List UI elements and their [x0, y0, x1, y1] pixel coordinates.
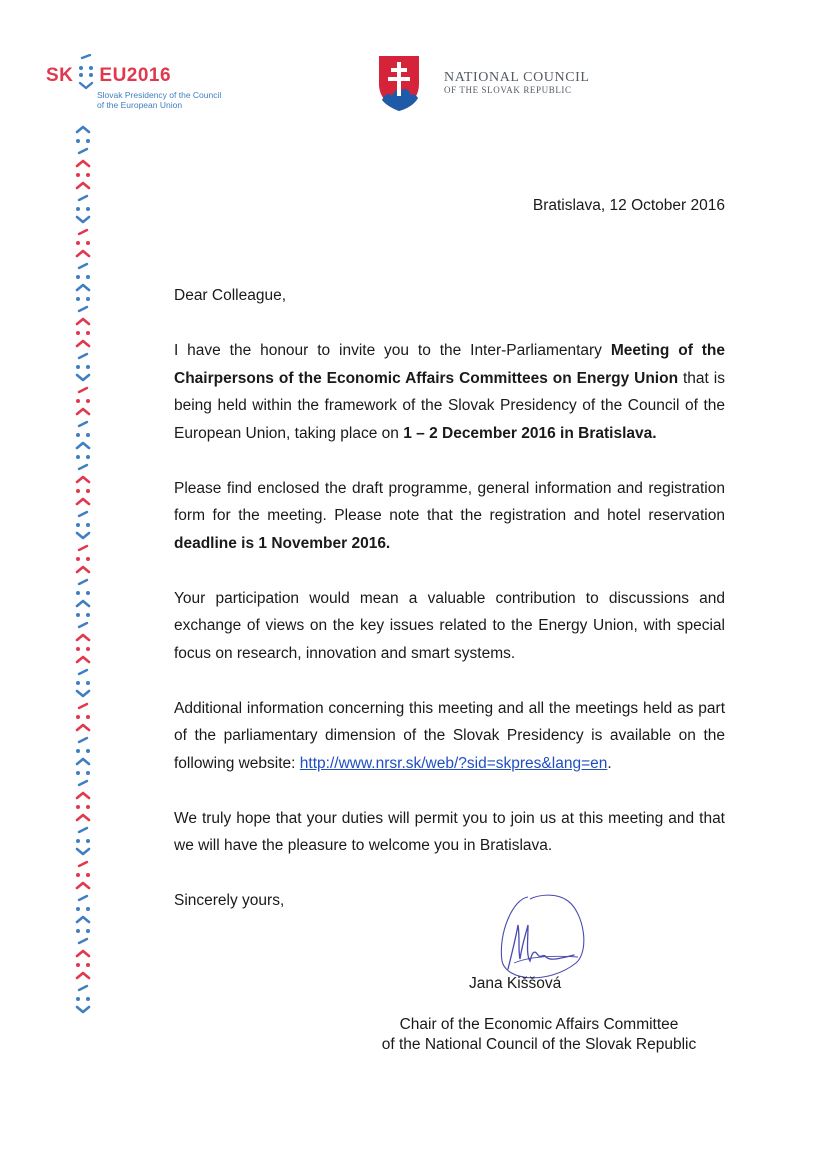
dot-icon	[86, 331, 90, 335]
dot-icon	[86, 455, 90, 459]
chevron-down-icon	[77, 1007, 89, 1012]
chevron-up-icon	[77, 477, 89, 482]
chevron-up-icon	[77, 951, 89, 956]
paragraph-website-end: .	[607, 754, 612, 772]
dot-icon	[76, 681, 80, 685]
dot-icon	[76, 455, 80, 459]
dot-icon	[86, 591, 90, 595]
dot-icon	[86, 399, 90, 403]
dot-icon	[86, 139, 90, 143]
dash-icon	[79, 546, 87, 550]
dot-icon	[86, 557, 90, 561]
dash-icon	[79, 781, 87, 785]
website-link[interactable]: http://www.nrsr.sk/web/?sid=skpres&lang=en	[299, 754, 608, 772]
dash-icon	[79, 862, 87, 866]
slovak-coat-of-arms-icon	[377, 54, 421, 112]
dot-icon	[76, 139, 80, 143]
dot-icon	[86, 805, 90, 809]
paragraph-website	[174, 695, 725, 778]
salutation: Dear Colleague,	[174, 287, 287, 304]
dot-icon	[76, 331, 80, 335]
chevron-up-icon	[77, 973, 89, 978]
dot-icon	[76, 839, 80, 843]
dash-icon	[79, 149, 87, 153]
dot-icon	[86, 365, 90, 369]
dot-icon	[86, 433, 90, 437]
chevron-up-icon	[77, 251, 89, 256]
dot-icon	[76, 523, 80, 527]
chevron-up-icon	[77, 759, 89, 764]
paragraph-enclosures-text: Please find enclosed the draft programme, general information and registration form for the meeting. Please note that the registration and hotel reservation	[174, 479, 725, 524]
dot-icon	[86, 907, 90, 911]
dash-icon	[79, 738, 87, 742]
dash-icon	[79, 828, 87, 832]
registration-deadline: deadline is 1 November 2016.	[174, 534, 391, 552]
dash-icon	[79, 623, 87, 627]
chevron-up-icon	[77, 409, 89, 414]
dot-icon	[86, 997, 90, 1001]
dot-icon	[86, 613, 90, 617]
chevron-up-icon	[77, 657, 89, 662]
logo-wordmark	[46, 65, 171, 87]
dot-icon	[86, 523, 90, 527]
chevron-up-icon	[77, 883, 89, 888]
dash-icon	[79, 465, 87, 469]
dash-icon	[79, 388, 87, 392]
chevron-up-icon	[77, 917, 89, 922]
meeting-dates: 1 – 2 December 2016 in Bratislava.	[403, 424, 657, 442]
chevron-up-icon	[77, 443, 89, 448]
dot-icon	[86, 241, 90, 245]
signer-title	[330, 1015, 748, 1055]
dot-icon	[76, 873, 80, 877]
dash-icon	[79, 230, 87, 234]
chevron-up-icon	[77, 815, 89, 820]
dot-icon	[76, 771, 80, 775]
logo-subtitle-line1: Slovak Presidency of the Council	[97, 90, 222, 100]
dot-icon	[76, 489, 80, 493]
logo-subtitle	[97, 90, 221, 110]
chevron-up-icon	[77, 601, 89, 606]
dateline: Bratislava, 12 October 2016	[532, 197, 725, 214]
paragraph-invitation-text: I have the honour to invite you to the Inter-Parliamentary	[174, 342, 611, 359]
dot-icon	[76, 963, 80, 967]
letter-body	[174, 282, 725, 942]
chevron-up-icon	[77, 341, 89, 346]
dot-icon	[76, 997, 80, 1001]
national-council-header	[444, 70, 590, 95]
logo-mark-icon	[75, 54, 97, 98]
dot-icon	[86, 297, 90, 301]
dash-icon	[79, 986, 87, 990]
dot-icon	[86, 715, 90, 719]
dot-icon	[86, 647, 90, 651]
chevron-down-icon	[77, 533, 89, 538]
dash-icon	[79, 196, 87, 200]
closing: Sincerely yours,	[174, 892, 285, 909]
dot-icon	[76, 297, 80, 301]
paragraph-website-text: Additional information concerning this meeting and all the meetings held as part of the parliamentary dimension of the Slovak Presidency is available on the following website:	[174, 699, 725, 772]
dot-icon	[76, 557, 80, 561]
dot-icon	[76, 647, 80, 651]
dot-icon	[76, 749, 80, 753]
paragraph-participation: Your participation would mean a valuable contribution to discussions and exchange of views on the key issues related to the Energy Union, with special focus on research, innovation and smart systems.	[174, 589, 725, 662]
dot-icon	[76, 173, 80, 177]
dot-icon	[86, 749, 90, 753]
dash-icon	[79, 512, 87, 516]
chevron-down-icon	[77, 691, 89, 696]
chevron-up-icon	[77, 127, 89, 132]
dot-icon	[76, 907, 80, 911]
dot-icon	[86, 681, 90, 685]
dash-icon	[79, 670, 87, 674]
chevron-up-icon	[77, 161, 89, 166]
dot-icon	[76, 241, 80, 245]
paragraph-invitation	[174, 337, 725, 447]
dash-icon	[79, 354, 87, 358]
dot-icon	[86, 929, 90, 933]
signer-title-line2: of the National Council of the Slovak Republic	[381, 1036, 697, 1053]
dot-icon	[86, 489, 90, 493]
dot-icon	[76, 207, 80, 211]
signer-title-line1: Chair of the Economic Affairs Committee	[399, 1016, 679, 1033]
dot-icon	[76, 715, 80, 719]
council-subname: OF THE SLOVAK REPUBLIC	[444, 85, 572, 95]
dash-icon	[79, 264, 87, 268]
dot-icon	[76, 275, 80, 279]
dash-icon	[79, 422, 87, 426]
dot-icon	[76, 613, 80, 617]
decorative-pattern-stripe	[72, 120, 94, 1020]
chevron-down-icon	[77, 849, 89, 854]
chevron-up-icon	[77, 793, 89, 798]
logo-sk-text: SK	[46, 65, 74, 86]
dot-icon	[76, 433, 80, 437]
sk-eu2016-logo	[46, 55, 246, 115]
chevron-up-icon	[77, 499, 89, 504]
paragraph-invitation-text-2: that is being held within the framework of the Slovak Presidency of the Council of the European Union, taking place on	[174, 369, 725, 442]
logo-eu2016-text: EU2016	[99, 65, 172, 86]
dot-icon	[86, 173, 90, 177]
dot-icon	[86, 275, 90, 279]
dot-icon	[86, 207, 90, 211]
dot-icon	[86, 771, 90, 775]
chevron-up-icon	[77, 285, 89, 290]
dot-icon	[76, 591, 80, 595]
dash-icon	[79, 580, 87, 584]
paragraph-welcome: We truly hope that your duties will permit you to join us at this meeting and that we will have the pleasure to welcome you in Bratislava.	[174, 809, 725, 854]
dash-icon	[79, 939, 87, 943]
dot-icon	[76, 805, 80, 809]
dot-icon	[76, 365, 80, 369]
chevron-down-icon	[77, 375, 89, 380]
chevron-up-icon	[77, 319, 89, 324]
chevron-up-icon	[77, 567, 89, 572]
council-name: NATIONAL COUNCIL	[444, 70, 590, 85]
dash-icon	[79, 704, 87, 708]
chevron-up-icon	[77, 635, 89, 640]
dot-icon	[86, 873, 90, 877]
chevron-up-icon	[77, 725, 89, 730]
handwritten-signature	[488, 893, 588, 983]
dot-icon	[76, 929, 80, 933]
dot-icon	[86, 839, 90, 843]
dot-icon	[86, 963, 90, 967]
chevron-down-icon	[77, 217, 89, 222]
dot-icon	[76, 399, 80, 403]
signer-name: Jana Kiššová	[469, 975, 562, 992]
paragraph-enclosures	[174, 475, 725, 558]
meeting-name: Meeting of the Chairpersons of the Economic Affairs Committees on Energy Union	[174, 342, 725, 387]
dash-icon	[79, 896, 87, 900]
chevron-up-icon	[77, 183, 89, 188]
logo-subtitle-line2: of the European Union	[97, 100, 183, 110]
dash-icon	[79, 307, 87, 311]
